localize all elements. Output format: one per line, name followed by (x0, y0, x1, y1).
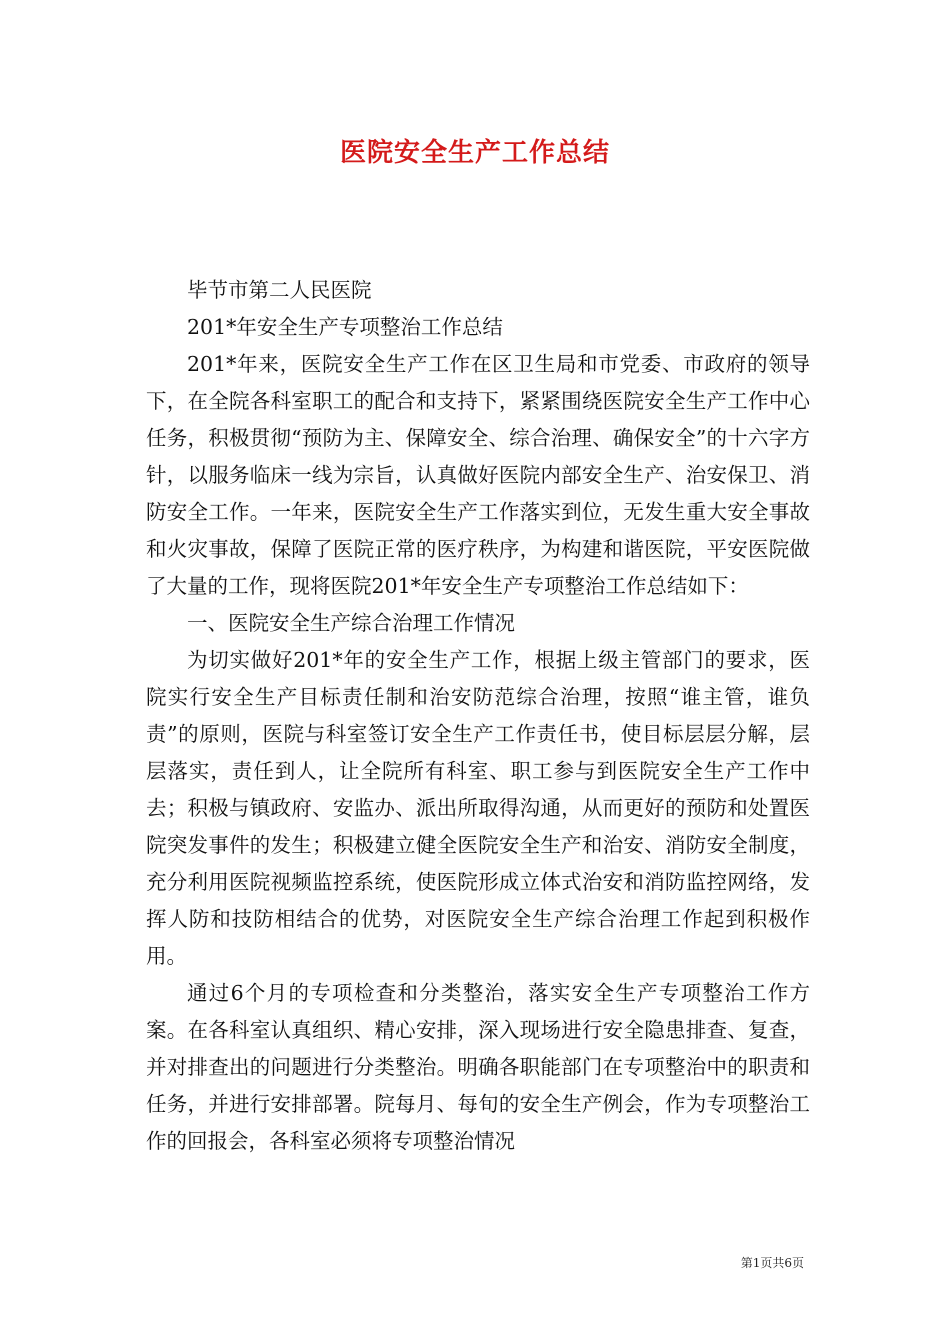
paragraph-subtitle: 201*年安全生产专项整治工作总结 (187, 315, 503, 339)
document-title: 医院安全生产工作总结 (339, 138, 610, 168)
paragraph-hospital-name: 毕节市第二人民医院 (187, 278, 372, 302)
paragraph-inspection: 通过6个月的专项检查和分类整治，落实安全生产专项整治工作方案。在各科室认真组织、精心安排，深入现场进行安全隐患排查、复查，并对排查出的问题进行分类整治。明确各职能部门在专项整治中的职责和任务，并进行安排部署。院每月、每旬的安全生产例会，作为专项整治工作的回报会，各科室必须将专项整治情况 (146, 981, 810, 1153)
document-body (146, 272, 810, 1160)
paragraph-intro: 201*年来，医院安全生产工作在区卫生局和市党委、市政府的领导下，在全院各科室职工的配合和支持下，紧紧围绕医院安全生产工作中心任务，积极贯彻“预防为主、保障安全、综合治理、确保安全”的十六字方针，以服务临床一线为宗旨，认真做好医院内部安全生产、治安保卫、消防安全工作。一年来，医院安全生产工作落实到位，无发生重大安全事故和火灾事故，保障了医院正常的医疗秩序，为构建和谐医院，平安医院做了大量的工作，现将医院201*年安全生产专项整治工作总结如下： (146, 352, 810, 598)
section-heading-1: 一、医院安全生产综合治理工作情况 (187, 611, 515, 635)
paragraph-section-1: 为切实做好201*年的安全生产工作，根据上级主管部门的要求，医院实行安全生产目标责任制和治安防范综合治理，按照“谁主管，谁负责”的原则，医院与科室签订安全生产工作责任书，使目标层层分解，层层落实，责任到人，让全院所有科室、职工参与到医院安全生产工作中去；积极与镇政府、安监办、派出所取得沟通，从而更好的预防和处置医院突发事件的发生；积极建立健全医院安全生产和治安、消防安全制度，充分利用医院视频监控系统，使医院形成立体式治安和消防监控网络，发挥人防和技防相结合的优势，对医院安全生产综合治理工作起到积极作用。 (146, 648, 810, 968)
page-number-footer: 第1页共6页 (740, 1256, 804, 1270)
